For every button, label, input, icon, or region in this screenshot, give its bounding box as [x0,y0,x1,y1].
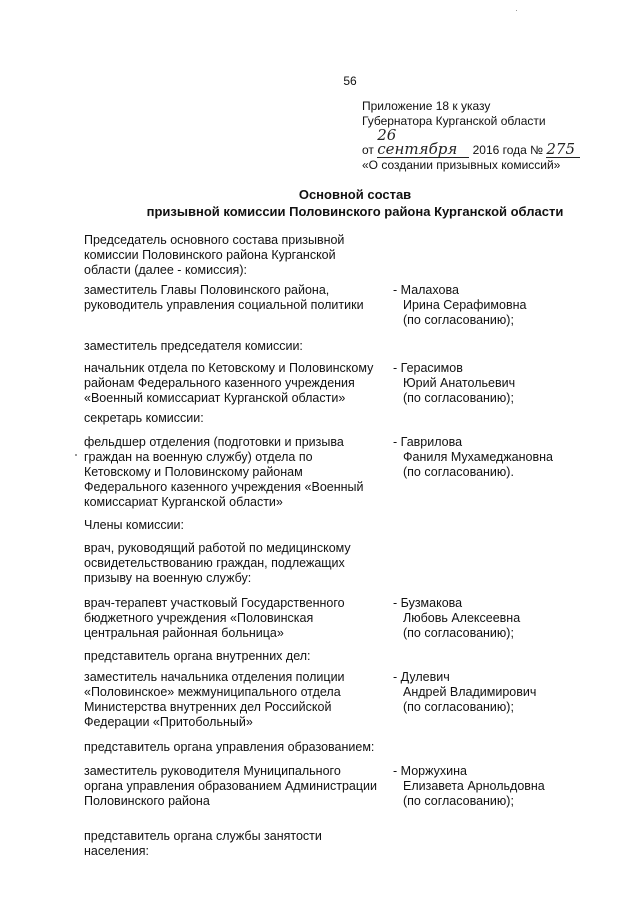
text-line: призыву на военную службу: [84,571,252,585]
person-dulevich [393,670,593,715]
person-name: Андрей Владимирович [403,685,537,699]
position-gerasimov [84,361,384,406]
handwritten-decree-number: 275 [546,143,580,158]
text-line: врач-терапевт участковый Государственного [84,596,345,610]
text-line: комиссии Половинского района Курганской [84,248,336,262]
text-line: «Военный комиссариат Курганской области» [84,391,346,405]
position-morzhukhina [84,764,384,809]
person-name: Юрий Анатольевич [403,376,516,390]
text-line: Половинского района [84,794,210,808]
person-surname: - Бузмакова [393,596,463,610]
police-heading [84,649,384,664]
person-name: Любовь Алексеевна [403,611,521,625]
person-note: (по согласованию); [403,313,514,327]
page-number: 56 [343,74,357,88]
text-line: Федерации «Притобольный» [84,715,253,729]
text-line: Федерального казенного учреждения «Военный [84,480,364,494]
person-name: Фаниля Мухамеджановна [403,450,553,464]
person-note: (по согласованию); [403,391,514,405]
handwritten-date: 26 сентября [377,129,469,158]
text-line: комиссариат Курганской области» [84,495,283,509]
text-line: заместитель руководителя Муниципального [84,764,341,778]
person-note: (по согласованию); [403,626,514,640]
appendix-line-1: Приложение 18 к указу [362,99,491,113]
appendix-line-4: «О создании призывных комиссий» [362,158,561,172]
document-title [0,186,640,220]
date-year: 2016 года № [472,143,544,157]
text-line: Министерства внутренних дел Российской [84,700,332,714]
position-malakhova [84,283,384,313]
text-line: начальник отдела по Кетовскому и Половинскому [84,361,374,375]
appendix-line-2: Губернатора Курганской области [362,114,546,128]
person-buzmakova [393,596,593,641]
position-buzmakova [84,596,384,641]
deputy-chairman-heading [84,339,384,354]
employment-heading [84,829,384,859]
person-name: Ирина Серафимовна [403,298,527,312]
members-heading [84,518,384,533]
text-line: руководитель управления социальной политики [84,298,364,312]
text-line: представитель органа управления образованием: [84,740,375,754]
person-note: (по согласованию). [403,465,514,479]
text-line: органа управления образованием Администрации [84,779,377,793]
text-line: заместитель председателя комиссии: [84,339,303,353]
text-line: районам Федерального казенного учреждения [84,376,355,390]
position-gavrilova [84,435,384,510]
text-line: представитель органа службы занятости [84,829,322,843]
appendix-header [362,99,580,173]
text-line: «Половинское» межмуниципального отдела [84,685,341,699]
person-surname: - Гаврилова [393,435,463,449]
person-surname: - Дулевич [393,670,450,684]
text-line: представитель органа внутренних дел: [84,649,311,663]
date-prefix: от [362,143,374,157]
chairman-heading [84,233,384,278]
text-line: Кетовскому и Половинскому районам [84,465,303,479]
title-line-1: Основной состав [298,187,412,202]
text-line: врач, руководящий работой по медицинскому [84,541,351,555]
person-note: (по согласованию); [403,700,514,714]
education-heading [84,740,584,755]
person-name: Елизавета Арнольдовна [403,779,545,793]
person-surname: - Герасимов [393,361,463,375]
text-line: граждан на военную службу) отдела по [84,450,313,464]
person-malakhova [393,283,593,328]
text-line: населения: [84,844,150,858]
person-gavrilova [393,435,593,480]
secretary-heading [84,411,384,426]
position-dulevich [84,670,384,730]
text-line: секретарь комиссии: [84,411,204,425]
title-line-2: призывной комиссии Половинского района Курганской области [146,204,564,219]
text-line: заместитель начальника отделения полиции [84,670,345,684]
text-line: области (далее - комиссия): [84,263,247,277]
person-surname: - Малахова [393,283,459,297]
text-line: бюджетного учреждения «Половинская [84,611,314,625]
person-surname: - Моржухина [393,764,467,778]
appendix-date-line [362,126,580,158]
text-line: Председатель основного состава призывной [84,233,345,247]
person-morzhukhina [393,764,593,809]
text-line: Члены комиссии: [84,518,185,532]
person-gerasimov [393,361,593,406]
doctor-heading [84,541,384,586]
scan-speck [516,10,517,11]
scan-speck [75,454,77,456]
text-line: центральная районная больница» [84,626,284,640]
text-line: фельдшер отделения (подготовки и призыва [84,435,344,449]
person-note: (по согласованию); [403,794,514,808]
text-line: освидетельствованию граждан, подлежащих [84,556,345,570]
text-line: заместитель Главы Половинского района, [84,283,330,297]
